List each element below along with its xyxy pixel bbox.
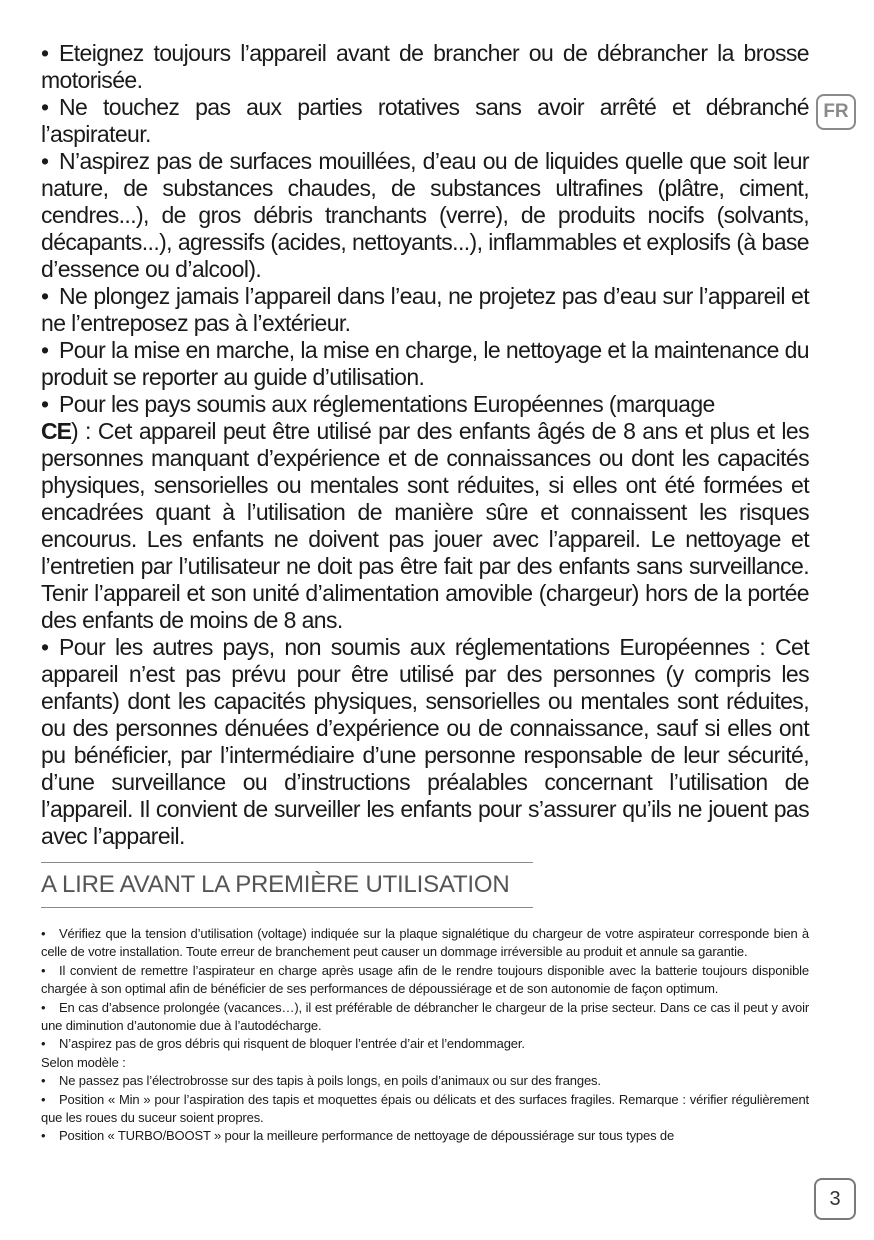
- bullet: •: [41, 999, 46, 1015]
- safety-item-text: Ne touchez pas aux parties rotatives sans avoir arrêté et débranché l’aspirateur.: [41, 94, 809, 147]
- eu-item-text: ) : Cet appareil peut être utilisé par des enfants âgés de 8 ans et plus et les personnes manquant d’expérience et de connaissances ou dont les capacités physiques, sensorielles ou mentales sont réduites, si elles ont été formées et encadrées quant à l’utilisation de manière sûre et connaissent les risques encourus. Les enfants ne doivent pas jouer avec l’appareil. Le nettoyage et l’entretien par l’utilisateur ne doit pas être fait par des enfants sans surveillance. Tenir l’appareil et son unité d’alimentation amovible (chargeur) hors de la portée des enfants de moins de 8 ans.: [41, 418, 809, 633]
- usage-item-text: N’aspirez pas de gros débris qui risquent de bloquer l’entrée d’air et l’endommager.: [59, 1036, 525, 1052]
- bullet: •: [41, 337, 49, 363]
- safety-item-non-eu: [41, 634, 809, 850]
- usage-item: [41, 925, 809, 962]
- model-item: [41, 1072, 809, 1090]
- before-first-use-section: [41, 925, 809, 1146]
- bullet: •: [41, 391, 49, 417]
- bullet: •: [41, 926, 46, 941]
- section-heading: A LIRE AVANT LA PREMIÈRE UTILISATION: [41, 871, 510, 898]
- bullet: •: [41, 1036, 46, 1052]
- bullet: •: [41, 1091, 46, 1107]
- safety-item: [41, 40, 809, 94]
- model-item-text: Position « Min » pour l’aspiration des tapis et moquettes épais ou délicats et des surfaces fragiles. Remarque : vérifier régulièrement que les roues du suceur soient propres.: [41, 1091, 809, 1126]
- safety-instructions: [41, 40, 809, 850]
- bullet: •: [41, 148, 49, 174]
- bullet: •: [41, 634, 49, 660]
- bullet: •: [41, 962, 46, 978]
- usage-item-text: Vérifiez que la tension d’utilisation (voltage) indiquée sur la plaque signalétique du chargeur de votre aspirateur corresponde bien à celle de votre installation. Toute erreur de branchement peut causer un dommage irréversible au produit et annule sa garantie.: [41, 926, 809, 960]
- usage-item-text: Il convient de remettre l’aspirateur en charge après usage afin de le rendre toujours disponible avec la batterie toujours disponible chargée à son optimal afin de bénéficier de ses performances de dépoussiérage et de son autonomie de façon optimum.: [41, 962, 809, 997]
- safety-item-text: Eteignez toujours l’appareil avant de brancher ou de débrancher la brosse motorisée.: [41, 40, 809, 93]
- model-item: [41, 1091, 809, 1128]
- ce-mark-icon: CE: [41, 418, 71, 444]
- model-item-text: Ne passez pas l’électrobrosse sur des tapis à poils longs, en poils d’animaux ou sur des franges.: [59, 1073, 601, 1089]
- safety-item: [41, 94, 809, 148]
- model-label: Selon modèle :: [41, 1054, 126, 1070]
- section-heading-box: [41, 862, 533, 908]
- bullet: •: [41, 1073, 46, 1089]
- safety-item-text: Ne plongez jamais l’appareil dans l’eau, ne projetez pas d’eau sur l’appareil et ne l’entreposez pas à l’extérieur.: [41, 283, 809, 336]
- safety-item-eu: [41, 391, 809, 634]
- bullet: •: [41, 94, 49, 120]
- usage-item: [41, 999, 809, 1036]
- safety-item: [41, 337, 809, 391]
- usage-item-text: En cas d’absence prolongée (vacances…), il est préférable de débrancher le chargeur de la prise secteur. Dans ce cas il peut y avoir une diminution d’autonomie due à l’autodécharge.: [41, 999, 809, 1034]
- bullet: •: [41, 283, 49, 309]
- safety-item: [41, 283, 809, 337]
- language-tab-fr: FR: [816, 94, 856, 130]
- safety-item-text: N’aspirez pas de surfaces mouillées, d’eau ou de liquides quelle que soit leur nature, de substances chaudes, de substances ultrafines (plâtre, ciment, cendres...), de gros débris tranchants (verre), de produits nocifs (solvants, décapants...), agressifs (acides, nettoyants...), inflammables et explosifs (à base d’essence ou d’alcool).: [41, 148, 809, 282]
- page-number: 3: [814, 1178, 856, 1220]
- eu-lead-text: Pour les pays soumis aux réglementations Européennes (marquage: [59, 391, 715, 417]
- safety-item: [41, 148, 809, 283]
- usage-item: [41, 962, 809, 999]
- safety-list: [41, 40, 809, 850]
- safety-item-text: Pour la mise en marche, la mise en charge, le nettoyage et la maintenance du produit se reporter au guide d’utilisation.: [41, 337, 809, 390]
- model-item: [41, 1127, 809, 1145]
- model-item-text: Position « TURBO/BOOST » pour la meilleure performance de nettoyage de dépoussiérage sur tous types de: [59, 1128, 675, 1144]
- bullet: •: [41, 40, 49, 66]
- bullet: •: [41, 1128, 46, 1144]
- usage-item: [41, 1035, 809, 1053]
- non-eu-item-text: Pour les autres pays, non soumis aux réglementations Européennes : Cet appareil n’est pas prévu pour être utilisé par des personnes (y compris les enfants) dont les capacités physiques, sensorielles ou mentales sont réduites, ou des personnes dénuées d’expérience ou de connaissance, sauf si elles ont pu bénéficier, par l’intermédiaire d’une personne responsable de leur sécurité, d’une surveillance ou d’instructions préalables concernant l’utilisation de l’appareil. Il convient de surveiller les enfants pour s’assurer qu’ils ne jouent pas avec l’appareil.: [41, 634, 809, 849]
